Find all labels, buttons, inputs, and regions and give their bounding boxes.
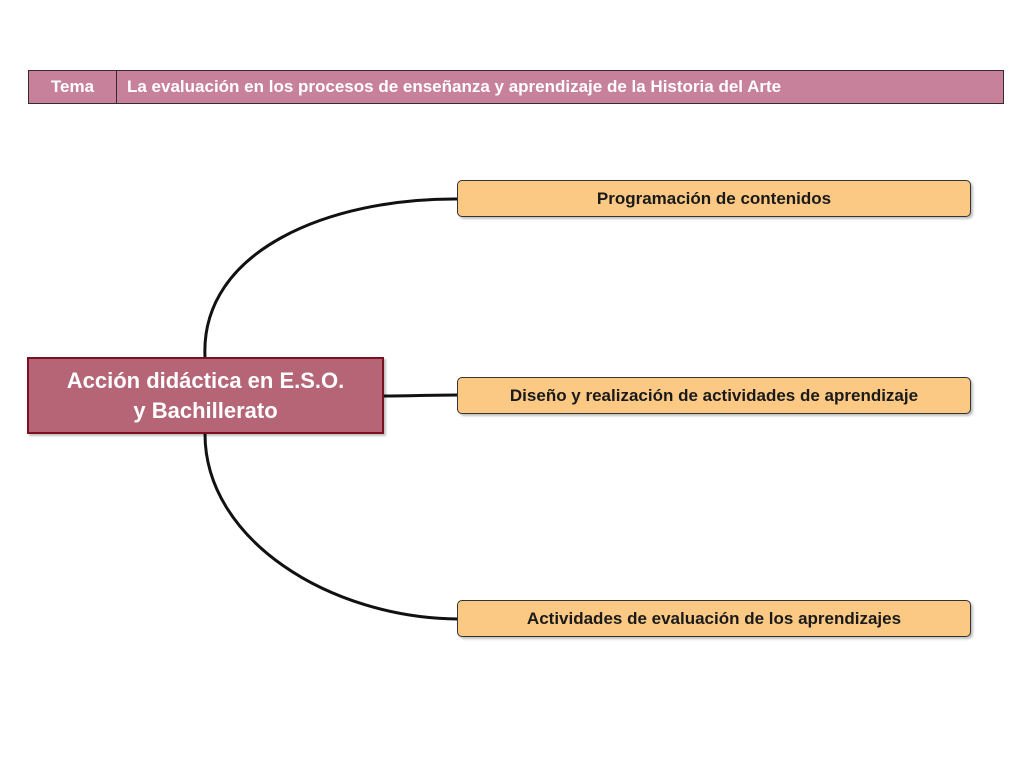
connector-middle — [384, 395, 458, 396]
branch-diseno-actividades: Diseño y realización de actividades de aprendizaje — [457, 377, 971, 414]
connector-top — [205, 199, 458, 357]
connector-bottom — [205, 434, 458, 619]
branch-programacion: Programación de contenidos — [457, 180, 971, 217]
center-node: Acción didáctica en E.S.O. y Bachillerato — [27, 357, 384, 434]
tema-title: La evaluación en los procesos de enseñanza y aprendizaje de la Historia del Arte — [127, 77, 782, 96]
tema-label: Tema — [29, 71, 117, 103]
branch-evaluacion: Actividades de evaluación de los aprendizajes — [457, 600, 971, 637]
